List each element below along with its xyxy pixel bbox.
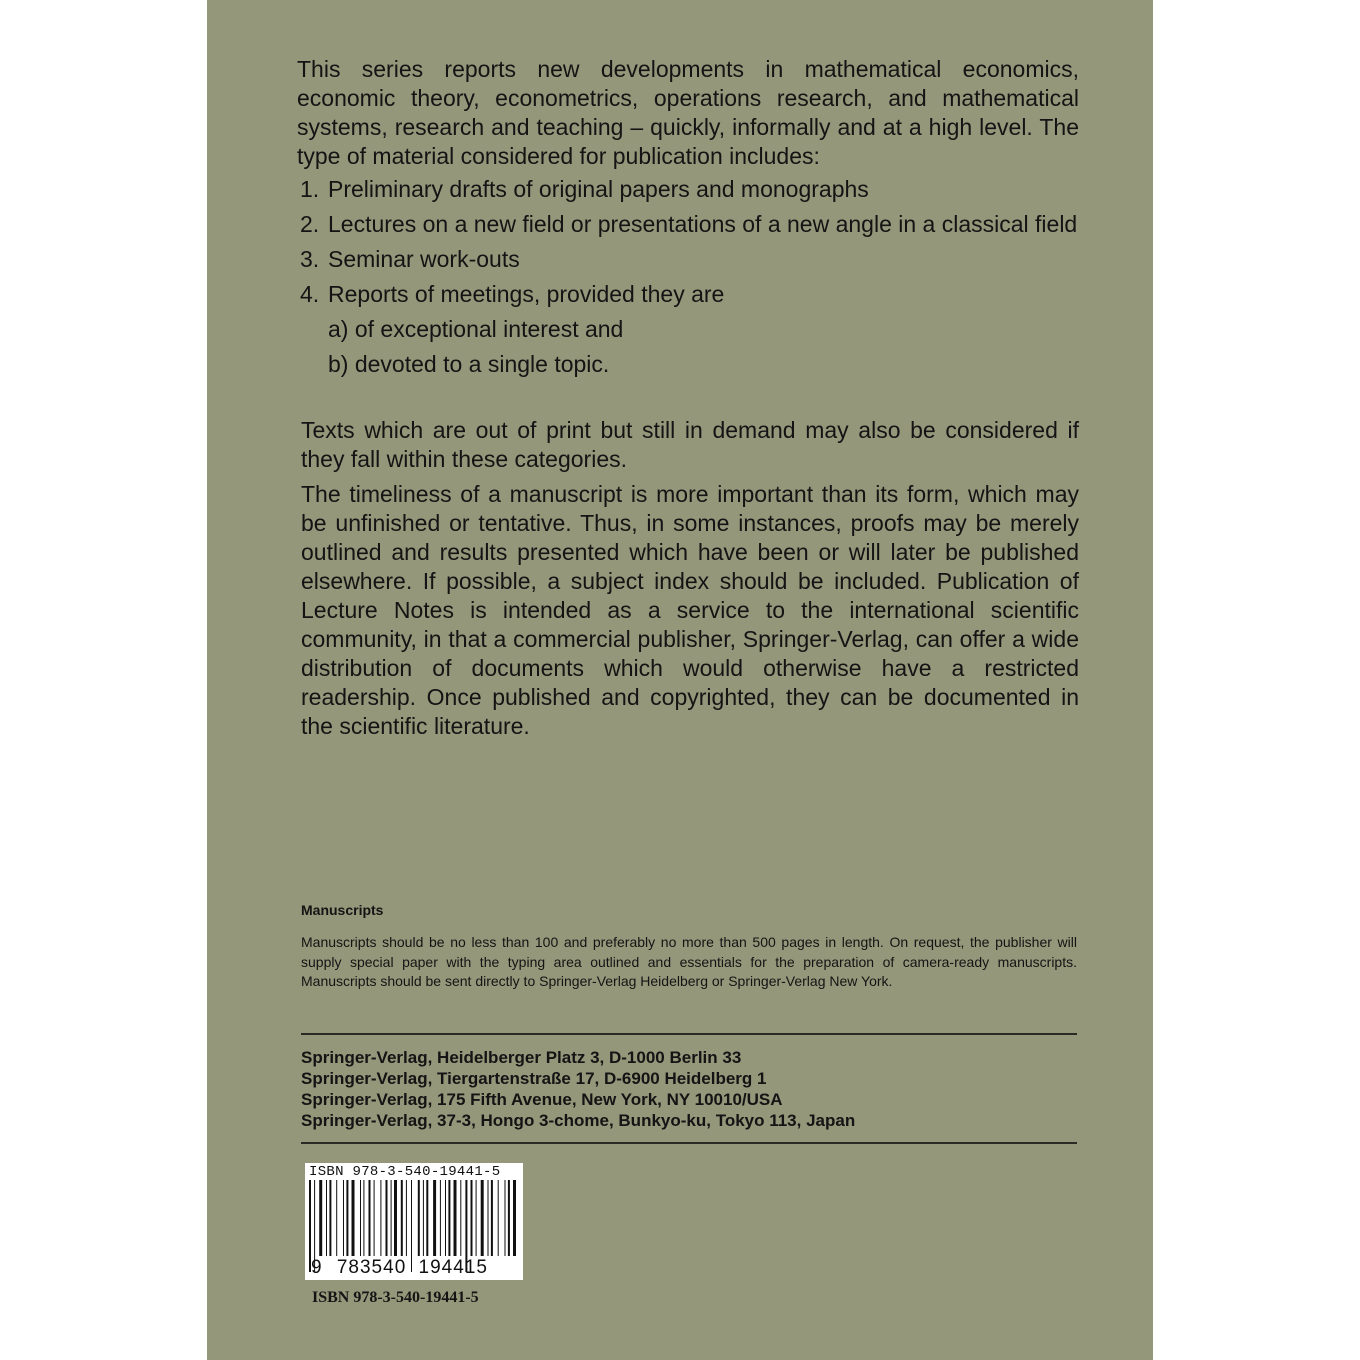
address-heidelberg: Springer-Verlag, Tiergartenstraße 17, D-6900 Heidelberg 1 [301, 1069, 767, 1088]
barcode-bar [423, 1180, 424, 1256]
barcode-bar [460, 1180, 461, 1256]
barcode [305, 1163, 523, 1280]
address-new-york: Springer-Verlag, 175 Fifth Avenue, New York, NY 10010/USA [301, 1090, 783, 1109]
barcode-bar [352, 1180, 355, 1256]
list-item: 4. Reports of meetings, provided they are a) of exceptional interest and b) devoted to a single topic. [300, 280, 1080, 379]
sub-list [300, 315, 1080, 379]
barcode-bar [319, 1180, 322, 1256]
barcode-bar [374, 1180, 375, 1256]
publisher-addresses [301, 1047, 855, 1131]
barcode-bar [401, 1180, 403, 1256]
divider-bottom [301, 1142, 1077, 1144]
list-item: 1. Preliminary drafts of original papers and monographs [300, 176, 869, 202]
barcode-bar [329, 1180, 331, 1256]
intro-paragraph: This series reports new developments in mathematical economics, economic theory, econometrics, operations research, and mathematical systems, research and teaching – quickly, informally and at a high level. The type of material considered for publication includes: [297, 56, 1079, 169]
barcode-bar [448, 1180, 450, 1256]
barcode-bar [363, 1180, 364, 1256]
barcode-isbn: ISBN 978-3-540-19441-5 [309, 1164, 501, 1180]
barcode-bar [380, 1180, 381, 1256]
material-list [300, 175, 1080, 385]
list-item: 2. Lectures on a new field or presentations of a new angle in a classical field [300, 211, 1078, 237]
barcode-bar [386, 1180, 388, 1256]
barcode-bar [433, 1180, 436, 1256]
barcode-bar [426, 1180, 428, 1256]
barcode-bar [481, 1180, 484, 1256]
sub-item-a: a) of exceptional interest and [328, 316, 624, 342]
barcode-bar [505, 1180, 506, 1256]
manuscripts-heading: Manuscripts [301, 902, 384, 918]
barcode-bar [454, 1180, 457, 1256]
barcode-bar [476, 1180, 477, 1256]
barcode-bar [369, 1180, 371, 1256]
address-berlin: Springer-Verlag, Heidelberger Platz 3, D-1000 Berlin 33 [301, 1048, 742, 1067]
list-item: 3. Seminar work-outs [300, 246, 520, 272]
barcode-bar [394, 1180, 397, 1256]
barcode-digits: 9 783540 194415 [311, 1257, 488, 1278]
barcode-bar [445, 1180, 446, 1256]
barcode-bar [406, 1180, 407, 1256]
barcode-bar [508, 1180, 510, 1256]
barcode-bar [391, 1180, 392, 1256]
barcode-bar [513, 1180, 516, 1256]
sub-item-b: b) devoted to a single topic. [328, 351, 610, 377]
barcode-bar [346, 1180, 348, 1256]
barcode-bar [336, 1180, 337, 1256]
barcode-bar [343, 1180, 344, 1256]
manuscripts-text: Manuscripts should be no less than 100 and preferably no more than 500 pages in length. On request, the publisher will supply special paper with the typing area outlined and essentials for the preparation of camera-ready manuscripts. Manuscripts should be sent directly to Springer-Verlag Heidelberg or Springer-Verlag New York. [301, 934, 1077, 989]
barcode-bar [360, 1180, 361, 1256]
barcode-bar [488, 1180, 489, 1256]
isbn-text: ISBN 978-3-540-19441-5 [312, 1289, 479, 1306]
barcode-bar [418, 1180, 420, 1256]
barcode-bar [326, 1180, 327, 1256]
barcode-bar [471, 1180, 473, 1256]
back-cover [207, 0, 1153, 1360]
address-tokyo: Springer-Verlag, 37-3, Hongo 3-chome, Bunkyo-ku, Tokyo 113, Japan [301, 1111, 856, 1130]
barcode-bar [440, 1180, 441, 1256]
barcode-bar [491, 1180, 493, 1256]
divider-top [301, 1033, 1077, 1035]
timeliness-paragraph: The timeliness of a manuscript is more important than its form, which may be unfinished or tentative. Thus, in some instances, proofs may be merely outlined and results presented which have been or will later be published elsewhere. If possible, a subject index should be included. Publication of Lecture Notes is intended as a service to the international scientific community, in that a commercial publisher, Springer-Verlag, can offer a wide distribution of documents which would otherwise have a restricted readership. Once published and copyrighted, they can be documented in the scientific literature. [301, 481, 1079, 739]
barcode-bar [498, 1180, 499, 1256]
out-of-print-paragraph: Texts which are out of print but still in demand may also be considered if they fall within these categories. [301, 417, 1079, 472]
